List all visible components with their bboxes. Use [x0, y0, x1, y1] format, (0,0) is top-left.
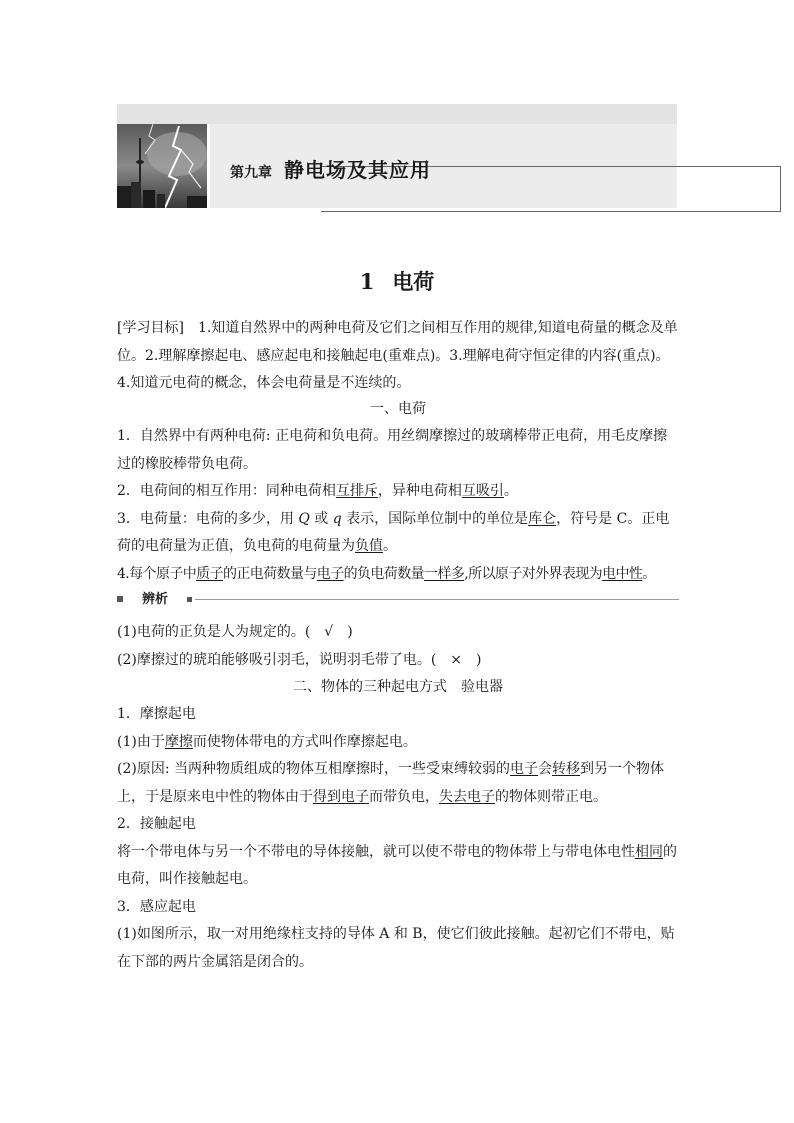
text-run: 到另一个物体上，于是原来电中性的物体由于 — [117, 761, 664, 805]
subsection-title-1: 1．摩擦起电 — [117, 706, 196, 722]
text-run: 的电荷，叫作接触起电。 — [117, 843, 677, 887]
subsection-title-3: 3．感应起电 — [117, 898, 196, 915]
banner-top-strip — [117, 104, 677, 124]
underlined-answer: 电中性 — [602, 565, 643, 582]
text-run: ) — [347, 624, 353, 640]
underlined-answer: 失去电子 — [439, 788, 495, 805]
analysis-label: 辨析 — [142, 592, 169, 607]
text-run: 而带负电， — [369, 788, 439, 805]
text-run: 会 — [538, 761, 552, 777]
symbol-Q: Q — [298, 510, 310, 527]
text-run: ,所以原子对外界表现为 — [464, 565, 603, 582]
lesson-name: 电荷 — [392, 270, 435, 294]
paragraph-2 — [117, 478, 679, 506]
square-bullet-icon — [187, 597, 192, 602]
text-run: (1)由于 — [117, 733, 165, 750]
learning-objectives — [117, 315, 679, 398]
divider-line — [195, 599, 679, 600]
analysis-item-2 — [117, 647, 679, 675]
text-run: 。 — [503, 483, 518, 499]
underlined-answer: 库仑 — [528, 510, 557, 527]
symbol-q: q — [332, 510, 342, 527]
underlined-answer: 质子 — [196, 565, 223, 582]
lesson-number: 1 — [359, 269, 375, 294]
text-run: 的负电荷数量 — [343, 565, 425, 582]
underlined-answer: 一样多 — [424, 565, 465, 582]
chapter-title — [230, 154, 431, 183]
underlined-answer: 电子 — [316, 565, 344, 582]
objectives-text: 1.知道自然界中的两种电荷及它们之间相互作用的规律,知道电荷量的概念及单位。2.理解摩擦起电、感应起电和接触起电(重难点)。3.理解电荷守恒定律的内容(重点)。4.知道元电荷的概念，体会电荷量是不连续的。 — [117, 320, 678, 391]
section-2-body — [117, 701, 679, 976]
square-bullet-icon — [117, 596, 123, 602]
paragraph-4 — [117, 561, 679, 589]
chapter-name: 静电场及其应用 — [284, 158, 431, 182]
text-run: ) — [476, 651, 482, 668]
text-run: 或 — [309, 510, 333, 527]
text-run: 的物体则带正电。 — [495, 788, 607, 805]
analysis-item-1 — [117, 619, 679, 647]
underlined-answer: 互排斥 — [335, 483, 378, 499]
underlined-answer: 负值 — [355, 538, 383, 554]
chapter-number: 第九章 — [230, 165, 272, 181]
paragraph-s1-1 — [117, 729, 679, 757]
text-run: 4.每个原子中 — [117, 565, 197, 582]
section-heading-2: 二、物体的三种起电方式 验电器 — [293, 679, 503, 695]
underlined-answer: 转移 — [552, 761, 580, 777]
analysis-divider — [117, 588, 679, 612]
text-run: (1)电荷的正负是人为规定的。( — [117, 624, 311, 640]
text-run: 而使物体带电的方式叫作摩擦起电。 — [192, 733, 417, 750]
text-run: 1．自然界中有两种电荷: 正电荷和负电荷。用丝绸摩擦过的玻璃棒带正电荷，用毛皮摩擦过的橡胶棒带负电荷。 — [117, 428, 668, 472]
lesson-title — [0, 266, 794, 296]
text-run: 表示，国际单位制中的单位是 — [341, 510, 529, 527]
text-run: 3．电荷量：电荷的多少，用 — [117, 510, 299, 527]
paragraph-1 — [117, 423, 679, 478]
underlined-answer: 相同 — [635, 843, 663, 860]
text-run: 将一个带电体与另一个不带电的导体接触，就可以使不带电的物体带上与带电体电性 — [117, 843, 635, 860]
section-heading-1: 一、电荷 — [370, 401, 426, 417]
subsection-title-2: 2．接触起电 — [117, 816, 196, 832]
paragraph-s3-1 — [117, 921, 679, 976]
text-run: ，符号是 C。正电荷的电荷量为正值，负电荷的电荷量为 — [117, 510, 670, 554]
text-run: 。 — [383, 538, 397, 554]
paragraph-s1-2 — [117, 756, 679, 811]
text-run: 的正电荷数量与 — [222, 565, 317, 582]
cross-mark: × — [450, 651, 463, 668]
paragraph-s2-1 — [117, 839, 679, 894]
underlined-answer: 互吸引 — [461, 483, 504, 499]
text-run: ，异种电荷相 — [377, 483, 462, 499]
text-run: (2)原因: 当两种物质组成的物体互相摩擦时，一些受束缚较弱的 — [117, 761, 510, 777]
objectives-label: [学习目标] — [117, 320, 184, 336]
underlined-answer: 得到电子 — [313, 788, 369, 805]
text-run: 。 — [642, 565, 656, 582]
text-run: (2)摩擦过的琥珀能够吸引羽毛，说明羽毛带了电。( — [117, 651, 437, 668]
text-run: 2．电荷间的相互作用：同种电荷相 — [117, 483, 336, 499]
underlined-answer: 摩擦 — [164, 733, 193, 750]
lightning-photo — [117, 124, 207, 208]
underlined-answer: 电子 — [510, 761, 538, 777]
paragraph-3 — [117, 506, 679, 561]
section-1-body — [117, 423, 679, 588]
chapter-banner — [117, 104, 677, 208]
check-mark: √ — [324, 624, 334, 640]
text-run: (1)如图所示，取一对用绝缘柱支持的导体 A 和 B，使它们彼此接触。起初它们不带电，贴在下部的两片金属箔是闭合的。 — [117, 926, 675, 970]
analysis-items — [117, 619, 679, 674]
